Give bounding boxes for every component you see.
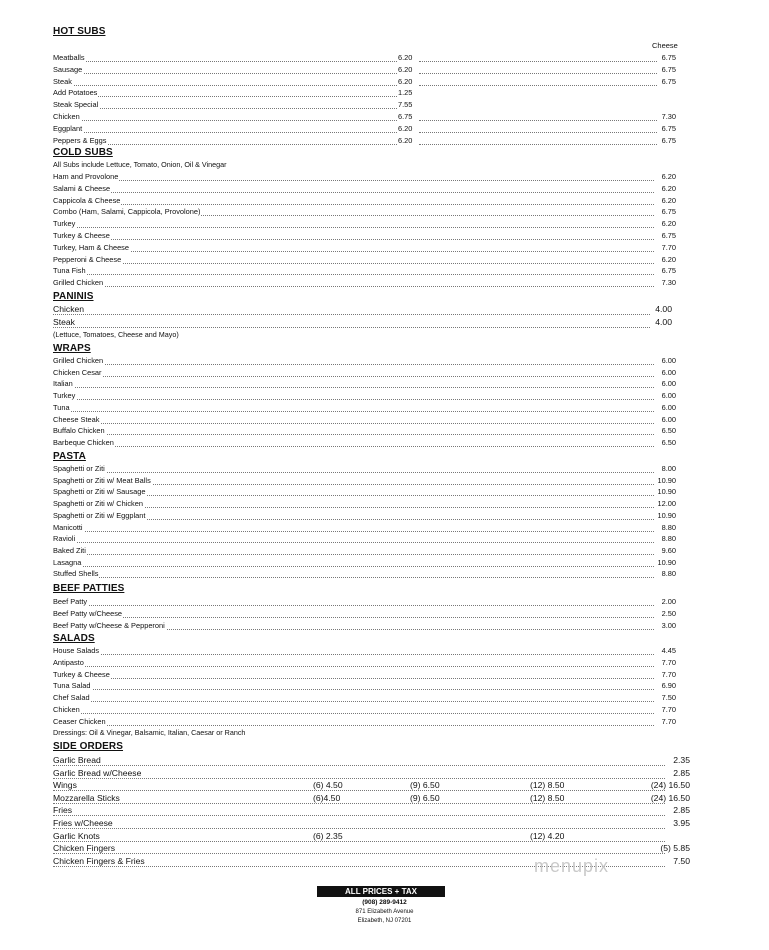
item-price: 10.90	[657, 475, 676, 485]
dot-leader	[53, 555, 654, 567]
item-price: 2.00	[661, 597, 676, 606]
item-price: 6.00	[661, 414, 676, 424]
item-price: 6.20	[661, 195, 676, 205]
dot-leader	[53, 606, 654, 618]
dot-leader	[53, 643, 654, 655]
dot-leader	[53, 240, 654, 252]
item-name: Garlic Bread	[53, 755, 101, 765]
dot-leader	[53, 301, 650, 315]
dot-leader	[53, 169, 654, 181]
dot-leader	[53, 594, 654, 606]
item-name: Tuna	[53, 402, 70, 412]
dot-leader	[53, 423, 654, 435]
dot-leader	[53, 388, 654, 400]
item-cheese-price: 6.75	[661, 135, 676, 145]
item-price: 2.85	[673, 805, 690, 816]
item-price: 3.00	[661, 620, 676, 630]
dot-leader	[53, 121, 397, 133]
item-price: 4.00	[655, 317, 672, 327]
dot-leader	[53, 252, 654, 264]
dot-leader	[53, 353, 654, 365]
item-name: Spaghetti or Ziti w/ Eggplant	[53, 510, 146, 520]
item-size-price: (6) 4.50	[313, 780, 343, 791]
item-price: 10.90	[657, 510, 676, 520]
item-price: 4.00	[655, 304, 672, 314]
section-title-wraps: WRAPS	[53, 343, 91, 354]
item-price: 6.00	[661, 391, 676, 401]
item-name: Barbeque Chicken	[53, 437, 114, 447]
item-price: 6.75	[661, 231, 676, 240]
dot-leader	[419, 74, 657, 86]
item-name: Manicotti	[53, 522, 83, 532]
dot-leader	[53, 97, 397, 109]
menu-item-row	[53, 278, 676, 289]
menu-item-row	[53, 569, 676, 580]
item-price: 7.70	[661, 669, 676, 679]
item-price: 6.00	[661, 402, 676, 412]
item-name: Eggplant	[53, 123, 83, 133]
item-name: Ceaser Chicken	[53, 716, 106, 726]
item-price: (24) 16.50	[650, 780, 690, 791]
item-price: 8.00	[661, 464, 676, 473]
item-price: 12.00	[657, 499, 676, 509]
dot-leader	[53, 62, 397, 74]
item-name: Spaghetti or Ziti	[53, 464, 105, 473]
cold-subs-note: All Subs include Lettuce, Tomato, Onion, Oil & Vinegar	[53, 160, 227, 169]
item-price: 10.90	[657, 487, 676, 497]
menu-item-row	[53, 438, 676, 449]
dot-leader	[53, 193, 654, 205]
item-price: 7.70	[661, 716, 676, 726]
item-name: Spaghetti or Ziti w/ Sausage	[53, 487, 146, 497]
tax-banner: ALL PRICES + TAX	[317, 886, 445, 897]
menu-item-row	[53, 621, 676, 632]
dot-leader	[53, 228, 654, 240]
item-name: Turkey, Ham & Cheese	[53, 242, 129, 252]
item-name: Pepperoni & Cheese	[53, 254, 122, 264]
item-price: 6.20	[398, 123, 413, 133]
item-name: Steak	[53, 317, 75, 327]
menu-item-row	[53, 136, 676, 147]
item-name: Turkey & Cheese	[53, 669, 110, 679]
item-price: 6.75	[398, 112, 413, 121]
menupix-watermark: menupix	[534, 856, 610, 876]
item-name: Turkey & Cheese	[53, 231, 110, 240]
item-name: Fries	[53, 805, 73, 816]
item-name: Add Potatoes	[53, 88, 98, 98]
item-price: 6.90	[661, 681, 676, 691]
dot-leader	[53, 678, 654, 690]
dot-leader	[53, 400, 654, 412]
item-name: Italian	[53, 379, 73, 389]
dot-leader	[419, 50, 657, 62]
dot-leader	[53, 435, 654, 447]
item-name: Fries w/Cheese	[53, 818, 113, 828]
item-price: 6.20	[661, 219, 676, 229]
item-name: Steak Special	[53, 100, 99, 110]
item-cheese-price: 7.30	[661, 112, 676, 121]
item-name: House Salads	[53, 646, 100, 655]
dot-leader	[53, 314, 650, 328]
item-name: Cappicola & Cheese	[53, 195, 121, 205]
item-price: 6.20	[661, 183, 676, 193]
item-cheese-price: 6.75	[661, 64, 676, 74]
item-price: 6.00	[661, 379, 676, 389]
dot-leader	[53, 714, 654, 726]
section-title-cold-subs: COLD SUBS	[53, 147, 113, 158]
item-price: 3.95	[673, 818, 690, 828]
dot-leader	[53, 531, 654, 543]
item-price: 6.50	[661, 437, 676, 447]
section-title-pasta: PASTA	[53, 451, 86, 462]
dot-leader	[53, 216, 654, 228]
item-name: Ravioli	[53, 534, 76, 544]
dot-leader	[53, 667, 654, 679]
item-name: Salami & Cheese	[53, 183, 111, 193]
dot-leader	[53, 376, 654, 388]
item-cheese-price: 6.75	[661, 123, 676, 133]
item-name: Chicken Fingers & Fries	[53, 855, 145, 866]
section-title-side-orders: SIDE ORDERS	[53, 741, 124, 752]
item-size-price: (9) 6.50	[410, 792, 440, 803]
item-name: Chicken Fingers	[53, 843, 116, 854]
item-name: Garlic Knots	[53, 830, 100, 841]
section-title-beef-patties: BEEF PATTIES	[53, 583, 125, 594]
dot-leader	[53, 461, 654, 473]
item-price: 6.20	[661, 172, 676, 181]
item-name: Tuna Salad	[53, 681, 91, 691]
item-price: 6.00	[661, 356, 676, 365]
item-price: 6.50	[661, 426, 676, 436]
item-price: 7.30	[661, 278, 676, 288]
menu-item-row	[53, 317, 672, 330]
item-name: Ham and Provolone	[53, 172, 119, 181]
item-price: 6.75	[661, 266, 676, 276]
item-name: Lasagna	[53, 557, 82, 567]
dot-leader	[53, 263, 654, 275]
item-price: 9.60	[661, 545, 676, 555]
item-price: 7.70	[661, 657, 676, 667]
dot-leader	[53, 566, 654, 578]
dot-leader	[53, 702, 654, 714]
item-size-price: (6) 2.35	[313, 830, 343, 841]
item-name: Wings	[53, 780, 77, 791]
item-name: Grilled Chicken	[53, 278, 104, 288]
item-name: Beef Patty w/Cheese	[53, 608, 123, 618]
item-price: 4.45	[661, 646, 676, 655]
item-price: 2.85	[673, 767, 690, 778]
item-price: 10.90	[657, 557, 676, 567]
item-name: Spaghetti or Ziti w/ Meat Balls	[53, 475, 151, 485]
item-name: Beef Patty	[53, 597, 88, 606]
item-price: 6.75	[661, 207, 676, 217]
salads-note: Dressings: Oil & Vinegar, Balsamic, Italian, Caesar or Ranch	[53, 728, 246, 737]
item-name: Turkey	[53, 219, 76, 229]
item-size-price: (12) 4.20	[530, 830, 565, 841]
item-name: Baked Ziti	[53, 545, 86, 555]
item-price: 6.20	[398, 135, 413, 145]
item-size-price: (12) 8.50	[530, 780, 565, 791]
item-price: 2.50	[661, 608, 676, 618]
item-name: Tuna Fish	[53, 266, 86, 276]
dot-leader	[53, 690, 654, 702]
dot-leader	[53, 520, 654, 532]
item-name: Cheese Steak	[53, 414, 100, 424]
dot-leader	[419, 133, 657, 145]
dot-leader	[53, 109, 397, 121]
item-name: Chef Salad	[53, 693, 90, 703]
item-size-price: (6)4.50	[313, 792, 341, 803]
item-name: Turkey	[53, 391, 76, 401]
item-name: Stuffed Shells	[53, 569, 99, 579]
menu-item-row	[53, 717, 676, 728]
item-cheese-price: 6.75	[661, 53, 676, 62]
section-title-paninis: PANINIS	[53, 291, 94, 302]
item-name: Spaghetti or Ziti w/ Chicken	[53, 499, 143, 509]
dot-leader	[53, 74, 397, 86]
item-size-price: (12) 8.50	[530, 792, 565, 803]
item-name: Mozzarella Sticks	[53, 792, 120, 803]
item-name: Meatballs	[53, 53, 85, 62]
dot-leader	[419, 121, 657, 133]
item-price: 7.50	[661, 693, 676, 703]
item-price: (5) 5.85	[660, 843, 690, 854]
item-price: 2.35	[673, 755, 690, 765]
item-name: Buffalo Chicken	[53, 426, 105, 436]
item-name: Peppers & Eggs	[53, 135, 107, 145]
item-name: Beef Patty w/Cheese & Pepperoni	[53, 620, 165, 630]
address-line: 871 Elizabeth Avenue	[355, 909, 414, 915]
dot-leader	[419, 109, 657, 121]
item-price: (24) 16.50	[650, 792, 690, 803]
item-name: Sausage	[53, 64, 83, 74]
dot-leader	[53, 655, 654, 667]
item-name: Steak	[53, 76, 72, 86]
dot-leader	[53, 275, 654, 287]
dot-leader	[419, 62, 657, 74]
item-name: Combo (Ham, Salami, Cappicola, Provolone)	[53, 207, 201, 217]
item-price: 7.50	[673, 855, 690, 866]
phone-number: (908) 289-9412	[362, 899, 407, 906]
item-name: Chicken Cesar	[53, 367, 102, 377]
item-name: Chicken	[53, 112, 80, 121]
item-price: 8.80	[661, 522, 676, 532]
dot-leader	[53, 543, 654, 555]
cheese-column-header: Cheese	[652, 41, 678, 50]
item-price: 7.70	[661, 242, 676, 252]
item-price: 6.20	[398, 53, 413, 62]
item-cheese-price: 6.75	[661, 76, 676, 86]
item-price: 6.20	[398, 64, 413, 74]
item-name: Antipasto	[53, 657, 84, 667]
section-title-hot-subs: HOT SUBS	[53, 26, 106, 37]
item-price: 6.00	[661, 367, 676, 377]
item-name: Grilled Chicken	[53, 356, 104, 365]
paninis-note: (Lettuce, Tomatoes, Cheese and Mayo)	[53, 330, 179, 339]
dot-leader	[53, 412, 654, 424]
dot-leader	[53, 50, 397, 62]
item-price: 6.20	[398, 76, 413, 86]
dot-leader	[53, 365, 654, 377]
item-name: Chicken	[53, 304, 85, 314]
section-title-salads: SALADS	[53, 633, 95, 644]
dot-leader	[53, 85, 397, 97]
dot-leader	[53, 181, 654, 193]
item-price: 8.80	[661, 534, 676, 544]
item-price: 1.25	[398, 88, 413, 98]
item-price: 6.20	[661, 254, 676, 264]
item-price: 8.80	[661, 569, 676, 579]
item-size-price: (9) 6.50	[410, 780, 440, 791]
city-line: Elizabeth, NJ 07201	[357, 918, 412, 924]
item-name: Chicken	[53, 705, 80, 714]
item-name: Garlic Bread w/Cheese	[53, 767, 142, 778]
item-price: 7.55	[398, 100, 413, 110]
item-price: 7.70	[661, 705, 676, 714]
